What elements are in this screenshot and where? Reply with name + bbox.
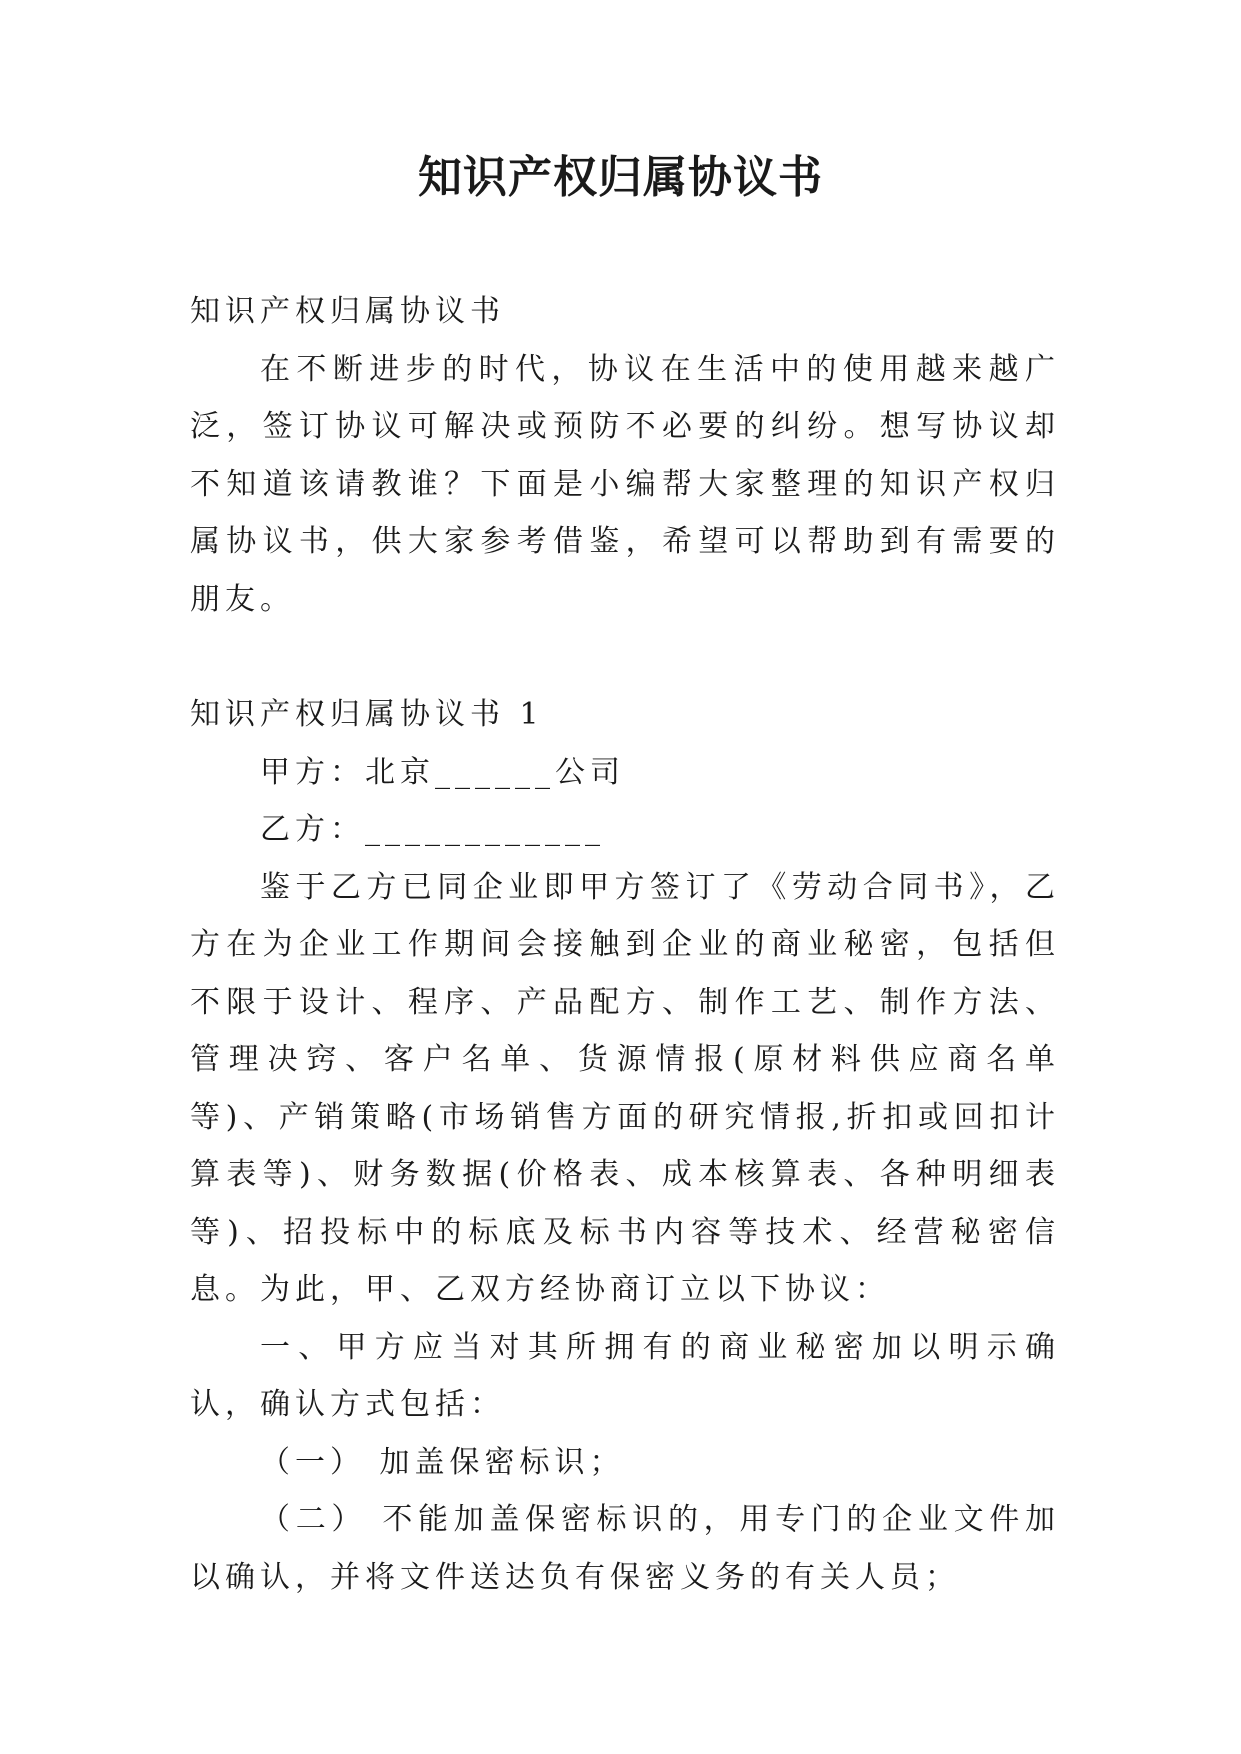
section-heading: 知识产权归属协议书 1 <box>190 697 544 732</box>
subtitle: 知识产权归属协议书 <box>190 294 505 329</box>
clause-1-item-2: （二） 不能加盖保密标识的，用专门的企业文件加以确认，并将文件送达负有保密义务的有关人员； <box>190 1502 1060 1595</box>
document-title: 知识产权归属协议书 <box>418 152 823 203</box>
clause-1-item-1: （一） 加盖保密标识； <box>260 1444 625 1480</box>
paragraph-spacer <box>190 628 1060 686</box>
clause-1-paragraph: 一、甲方应当对其所拥有的商业秘密加以明示确认，确认方式包括： <box>190 1329 1060 1422</box>
intro-paragraph: 在不断进步的时代，协议在生活中的使用越来越广泛，签订协议可解决或预防不必要的纠纷。想写协议却不知道该请教谁？下面是小编帮大家整理的知识产权归属协议书，供大家参考借鉴，希望可以帮助到有需要的朋友。 <box>190 351 1060 617</box>
recital-paragraph: 鉴于乙方已同企业即甲方签订了《劳动合同书》，乙方在为企业工作期间会接触到企业的商业秘密，包括但不限于设计、程序、产品配方、制作工艺、制作方法、管理决窍、客户名单、货源情报(原材料供应商名单等)、产销策略(市场销售方面的研究情报,折扣或回扣计算表等)、财务数据(价格表、成本核算表、各种明细表等)、招投标中的标底及标书内容等技术、经营秘密信息。为此，甲、乙双方经协商订立以下协议： <box>190 869 1060 1307</box>
party-b-line: 乙方：____________ <box>260 812 605 847</box>
document-body <box>190 283 1060 1606</box>
party-a-line: 甲方：北京______公司 <box>260 754 625 790</box>
